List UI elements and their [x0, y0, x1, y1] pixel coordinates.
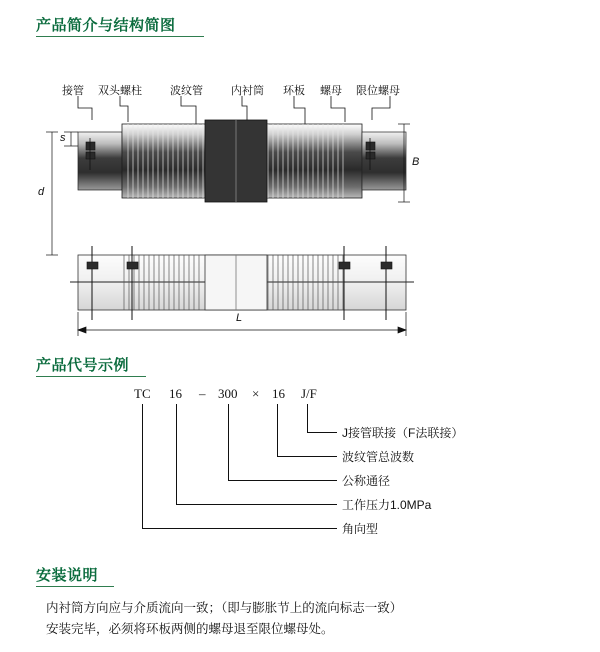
code-token-16a: 16: [169, 386, 182, 401]
code-token-300: 300: [218, 386, 238, 401]
callout-label-bowenguan: 波纹管: [170, 85, 203, 97]
section-title-intro: 产品简介与结构简图: [36, 17, 176, 34]
leader-h-300: [228, 480, 337, 481]
callout-label-huanban: 环板: [283, 85, 305, 97]
install-notes: [46, 598, 566, 640]
callout-label-shuangtou: 双头螺柱: [98, 85, 142, 97]
code-desc-wave-count: 波纹管总波数: [342, 450, 415, 464]
callout-label-xianwei: 限位螺母: [356, 85, 400, 97]
section-title-install: 安装说明: [36, 567, 99, 584]
dimension-label-B: B: [412, 156, 420, 168]
leader-h-tc: [142, 528, 337, 529]
code-desc-pressure: 工作压力1.0MPa: [342, 498, 432, 512]
code-token-tc: TC: [134, 386, 151, 401]
section-rule-install: [36, 586, 114, 587]
callout-label-neichentong: 内衬筒: [231, 85, 264, 97]
install-note-line-1: 内衬筒方向应与介质流向一致；（即与膨胀节上的流向标志一致）: [46, 601, 403, 615]
callout-label-jieguan: 接管: [62, 85, 84, 97]
dimension-label-d: d: [38, 186, 45, 198]
code-desc-connection: J接管联接（F法联接）: [342, 426, 464, 440]
structure-diagram: [0, 50, 600, 350]
leader-v-300: [228, 404, 229, 480]
leader-h-16a: [176, 504, 337, 505]
dimension-label-L: L: [236, 312, 243, 324]
code-token-jf: J/F: [301, 386, 317, 401]
code-desc-nominal-dia: 公称通径: [342, 474, 391, 488]
product-code-example: [0, 380, 600, 550]
leader-v-16a: [176, 404, 177, 504]
section-rule-code: [36, 376, 146, 377]
code-token-dash: –: [199, 386, 206, 401]
leader-h-16b: [277, 456, 337, 457]
section-rule-intro: [36, 36, 204, 37]
leader-v-jf: [307, 404, 308, 432]
code-token-times: ×: [252, 386, 260, 401]
code-token-16b: 16: [272, 386, 285, 401]
dimension-label-s: s: [60, 132, 66, 144]
section-title-code: 产品代号示例: [36, 357, 130, 374]
leader-h-jf: [307, 432, 337, 433]
leader-v-tc: [142, 404, 143, 528]
callout-label-luomu: 螺母: [320, 85, 342, 97]
code-desc-type: 角向型: [342, 522, 379, 536]
leader-v-16b: [277, 404, 278, 456]
install-note-line-2: 安装完毕，必须将环板两侧的螺母退至限位螺母处。: [46, 622, 334, 636]
